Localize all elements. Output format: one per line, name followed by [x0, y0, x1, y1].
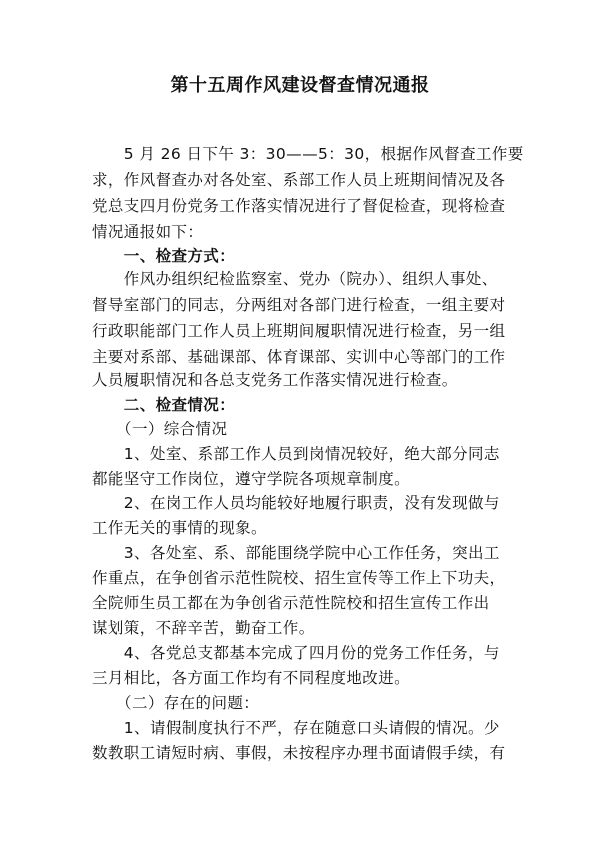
- paragraph-line: 工作无关的事情的现象。: [92, 519, 267, 537]
- paragraph-line: 作重点，在争创省示范性院校、招生宣传等工作上下功夫，: [92, 569, 506, 587]
- document-title: 第十五周作风建设督查情况通报: [170, 75, 430, 96]
- paragraph-line: 督导室部门的同志，分两组对各部门进行检查，一组主要对: [92, 296, 506, 314]
- paragraph-line: 情况通报如下：: [92, 223, 204, 241]
- paragraph-line: 谋划策，不辞辛苦，勤奋工作。: [92, 619, 315, 637]
- paragraph-line: 2、在岗工作人员均能较好地履行职责，没有发现做与: [92, 494, 500, 512]
- paragraph-line: 1、请假制度执行不严，存在随意口头请假的情况。少: [92, 719, 500, 737]
- paragraph-line: 行政职能部门工作人员上班期间履职情况进行检查，另一组: [92, 322, 506, 340]
- paragraph-line: 作风办组织纪检监察室、党办（院办）、组织人事处、: [92, 270, 498, 288]
- paragraph-line: 党总支四月份党务工作落实情况进行了督促检查，现将检查: [92, 197, 506, 215]
- paragraph-line: 求，作风督查办对各处室、系部工作人员上班期间情况及各: [92, 171, 506, 189]
- subsection-heading: （二）存在的问题：: [92, 694, 260, 712]
- paragraph-line: 全院师生员工都在为争创省示范性院校和招生宣传工作出: [92, 594, 490, 612]
- paragraph-line: 都能坚守工作岗位，遵守学院各项规章制度。: [92, 470, 411, 488]
- paragraph-line: 三月相比，各方面工作均有不同程度地改进。: [92, 669, 411, 687]
- paragraph-line: 5 月 26 日下午 3：30——5：30，根据作风督查工作要: [92, 145, 524, 163]
- paragraph-line: 1、处室、系部工作人员到岗情况较好，绝大部分同志: [92, 445, 500, 463]
- paragraph-line: 数教职工请短时病、事假，未按程序办理书面请假手续，有: [92, 744, 506, 762]
- paragraph-line: 4、各党总支都基本完成了四月份的党务工作任务，与: [92, 644, 500, 662]
- section-heading: 一、检查方式：: [92, 247, 236, 265]
- paragraph-line: 3、各处室、系、部能围绕学院中心工作任务，突出工: [92, 544, 500, 562]
- subsection-heading: （一）综合情况: [92, 420, 228, 438]
- paragraph-line: 主要对系部、基础课部、体育课部、实训中心等部门的工作: [92, 348, 506, 366]
- section-heading: 二、检查情况：: [92, 396, 236, 414]
- paragraph-line: 人员履职情况和各总支党务工作落实情况进行检查。: [92, 371, 458, 389]
